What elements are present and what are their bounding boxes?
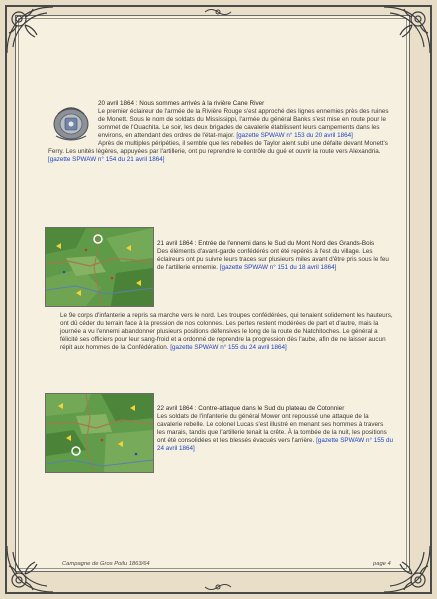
entry-paragraph (48, 100, 394, 140)
gazette-link[interactable]: [gazette SPWAW n° 155 du 24 avril 1864] (157, 437, 394, 452)
entry-paragraph (157, 240, 393, 272)
gazette-emblem-image (48, 100, 94, 142)
entry-heading: 22 avril 1864 : Contre-attaque dans le Sud du plateau de Cotonnier (157, 405, 345, 412)
footer-page-number: page 4 (373, 561, 391, 567)
journal-entry-21-avril-suite (60, 312, 394, 352)
entry-paragraph (48, 140, 394, 164)
journal-entry-20-avril (48, 100, 394, 164)
journal-entry-21-avril (157, 240, 393, 272)
corner-ornament (3, 542, 57, 596)
journal-entry-22-avril (157, 405, 393, 453)
entry-heading: 20 avril 1864 : Nous sommes arrivés à la rivière Cane River (98, 100, 265, 107)
corner-ornament (380, 3, 434, 57)
gazette-link[interactable]: [gazette SPWAW n° 155 du 24 avril 1864] (170, 344, 287, 351)
footer-campaign-title: Campagne de Gros Poilu 1863/64 (62, 561, 150, 567)
edge-ornament (203, 582, 233, 592)
gazette-link[interactable]: [gazette SPWAW n° 154 du 21 avril 1864] (48, 156, 165, 163)
entry-text: Des éléments d'avant-garde confédérés ont été repérés à l'est du village. Les éclaireurs ont pu suivre leurs traces sur plusieurs miles avant d'être pris sous le feu de l'artillerie ennemie. (157, 248, 389, 271)
entry-text: Le premier éclaireur de l'armée de la Rivière Rouge s'est approché des lignes ennemies près des ruines de Monett. Sous le nom de soldats du Mississippi, l'armée du général Banks s'est mise en route pour le sommet de l'Ouachita. Le soir, les deux brigades de cavalerie établissent leurs campements dans les environs, en attendant des ordres de l'état-major. (98, 108, 389, 139)
entry-text: Le 9e corps d'infanterie a repris sa marche vers le nord. Les troupes confédérées, qui tenaient solidement les hauteurs, ont dû céder du terrain face à la pression de nos colonnes. Les pertes restent modérées de part et d'autre, mais la journée a vu l'ennemi abandonner plusieurs positions défensives le long de la route de Natchitoches. Le général a félicité ses officiers pour leur sang-froid et a ordonné de reprendre la progression dès l'aube, afin de ne laisser aucun répit aux hommes de la Confédération. (60, 312, 393, 351)
entry-paragraph (60, 312, 394, 352)
corner-ornament (3, 3, 57, 57)
gazette-link[interactable]: [gazette SPWAW n° 151 du 18 avril 1864] (219, 264, 337, 271)
corner-ornament (380, 542, 434, 596)
map-image (45, 227, 154, 307)
entry-text: Les soldats de l'infanterie du général Mower ont repoussé une attaque de la cavalerie rebelle. Le colonel Lucas s'est illustré en menant ses hommes à travers les marais, tandis que l'artillerie tenait la crête. À la tombée de la nuit, les positions ont été consolidées et les blessés évacués vers l'arrière. (157, 413, 387, 444)
map-image (45, 393, 154, 473)
entry-paragraph (157, 405, 393, 453)
gazette-link[interactable]: [gazette SPWAW n° 153 du 20 avril 1864] (236, 132, 353, 139)
edge-ornament (203, 7, 233, 17)
entry-heading: 21 avril 1864 : Entrée de l'ennemi dans le Sud du Mont Nord des Grands-Bois (157, 240, 375, 247)
entry-text: Après de multiples péripéties, il semble que les rebelles de Taylor aient subi une défaite devant Monett's Ferry. Les unités légères, appuyées par l'artillerie, ont pu reprendre le contrôle du gué et ouvrir la route vers Alexandria. (48, 140, 388, 155)
